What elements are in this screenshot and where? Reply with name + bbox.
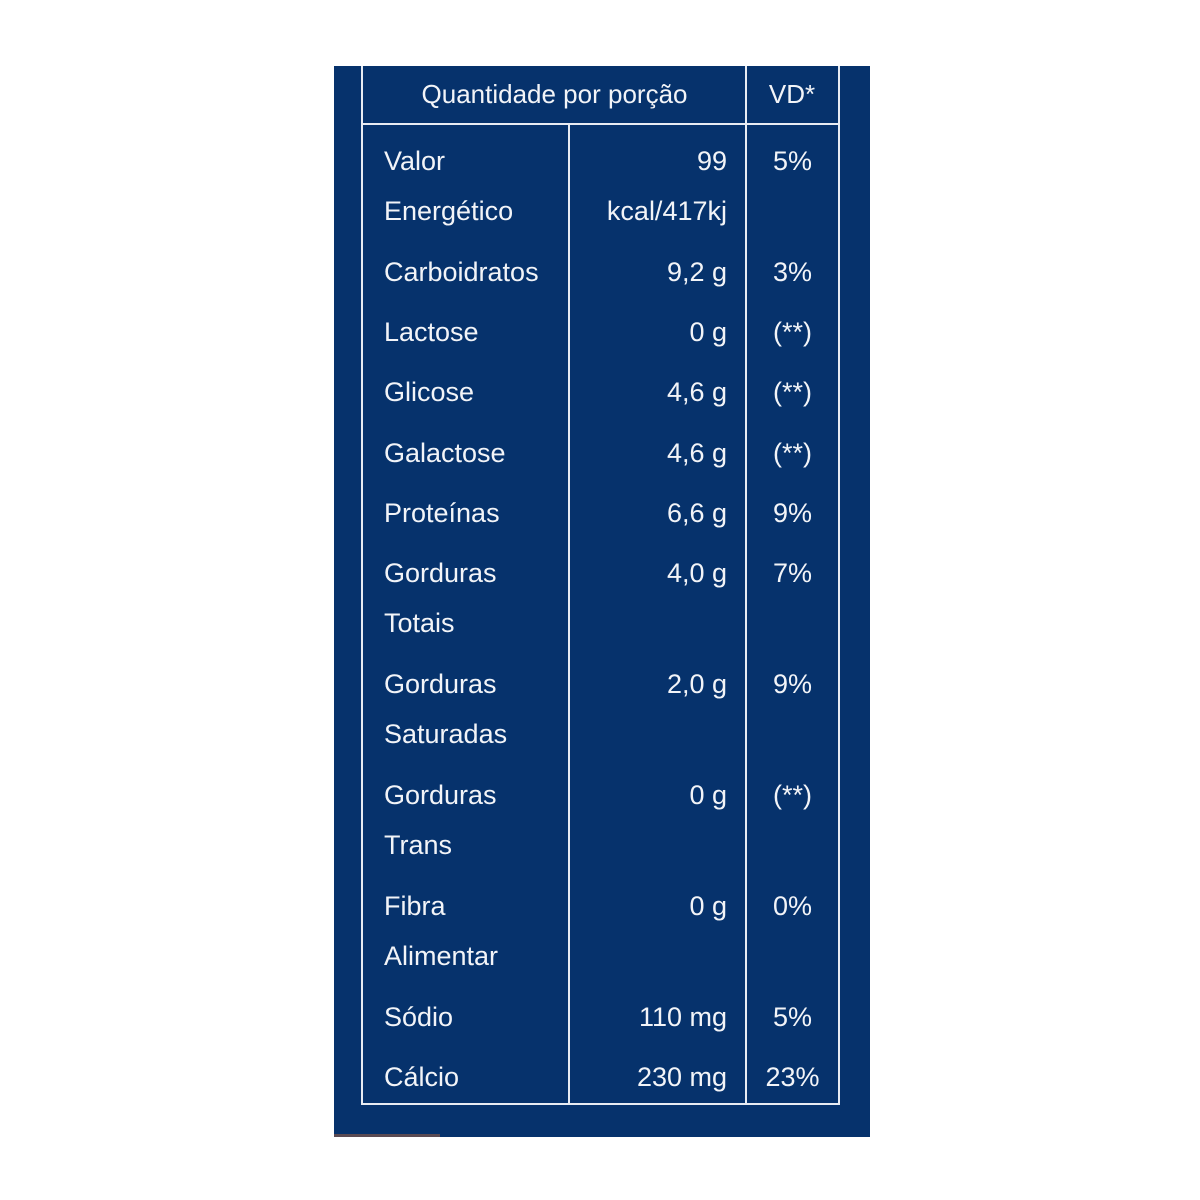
nutrient-amount: 9,2 g [666,257,727,287]
nutrient-amount: 0 g [689,317,727,347]
nutrient-daily-value: 9% [772,669,813,699]
nutrient-name: Sódio [384,1002,454,1032]
nutrient-name: Proteínas [384,498,500,528]
nutrient-name: Valor Energético [384,146,514,226]
nutrient-amount: 4,0 g [666,558,727,588]
nutrient-amount: 4,6 g [666,438,727,468]
nutrient-amount: 99 kcal/417kj [606,146,727,226]
nutrient-amount: 230 mg [636,1062,727,1092]
nutrient-name: Gorduras Totais [384,558,497,638]
nutrient-amount: 0 g [689,891,727,921]
header-quantity-per-serving: Quantidade por porção [421,79,688,109]
nutrient-daily-value: (**) [773,438,812,468]
panel-bottom-edge [334,1134,440,1137]
nutrient-daily-value: 3% [772,257,813,287]
nutrient-daily-value: (**) [773,317,812,347]
nutrient-daily-value: 9% [772,498,813,528]
nutrient-amount: 2,0 g [666,669,727,699]
nutrient-name: Gorduras Saturadas [384,669,508,749]
nutrient-name: Galactose [384,438,506,468]
nutrient-daily-value: (**) [773,377,812,407]
nutrient-daily-value: 23% [765,1062,820,1092]
header-daily-value: VD* [768,79,816,109]
nutrient-name: Lactose [384,317,479,347]
nutrient-name: Glicose [384,377,475,407]
nutrient-name: Carboidratos [384,257,539,287]
nutrient-name: Gorduras Trans [384,780,497,860]
nutrient-daily-value: 5% [772,1002,813,1032]
nutrient-amount: 6,6 g [666,498,727,528]
nutrient-name: Fibra Alimentar [384,891,499,971]
nutrient-amount: 4,6 g [666,377,727,407]
nutrient-name: Cálcio [384,1062,460,1092]
nutrient-daily-value: 7% [772,558,813,588]
table-header [363,66,838,125]
nutrient-daily-value: 0% [772,891,813,921]
nutrient-amount: 0 g [689,780,727,810]
nutrient-amount: 110 mg [638,1002,727,1032]
nutrient-daily-value: 5% [772,146,813,176]
nutrient-daily-value: (**) [773,780,812,810]
nutrition-facts-table [361,66,840,1105]
